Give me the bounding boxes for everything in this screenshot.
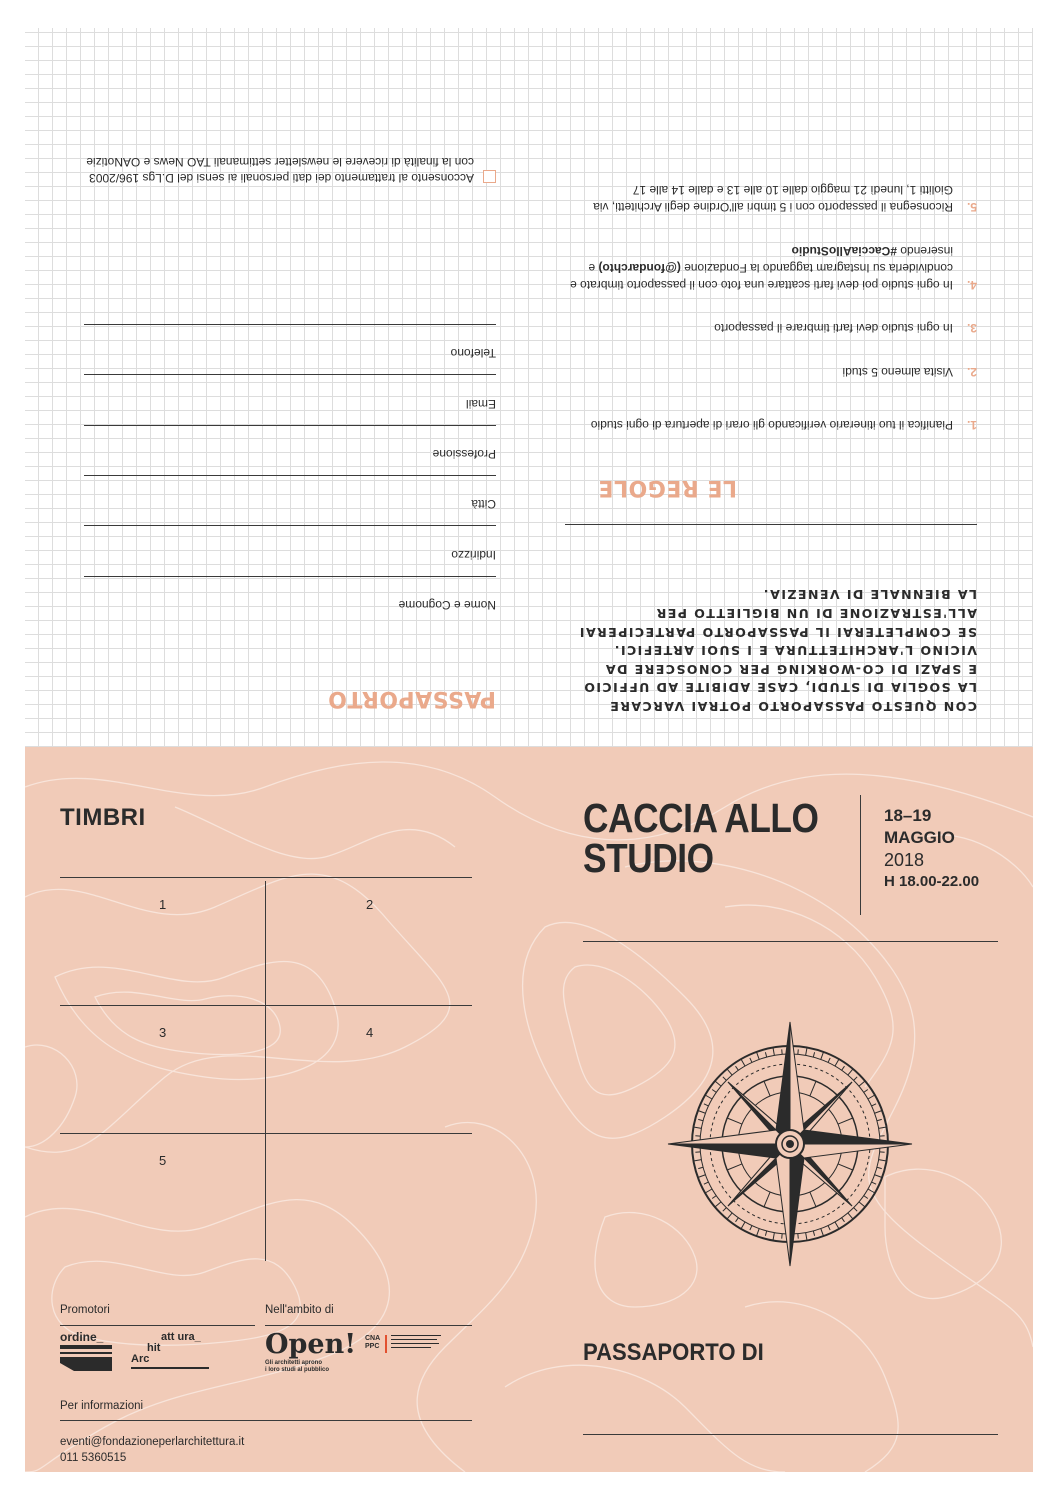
compass-tick [773,1233,774,1241]
compass-tick [854,1077,858,1081]
owner-name-line[interactable] [583,1434,998,1435]
event-dates [884,805,979,893]
compass-tick [875,1110,883,1113]
title-line: STUDIO [583,835,714,881]
compass-tick [848,1069,853,1075]
compass-tick [765,1052,766,1057]
compass-tick [859,1081,865,1086]
compass-tick [877,1119,882,1120]
intro-text [547,585,977,715]
event-title [583,795,819,881]
compass-tick [773,1047,774,1055]
compass-tick [756,1229,759,1237]
divider [60,1420,472,1421]
rule-number: 4. [966,278,977,292]
compass-tick [727,1069,732,1075]
compass-tick [868,1189,875,1193]
divider [265,1325,472,1326]
open-logo [265,1329,356,1374]
stamp-slot-3: 3 [159,1025,167,1040]
logo-rule [131,1367,209,1369]
date-year: 2018 [884,850,925,870]
compass-tick [727,1164,742,1170]
compass-tick [736,1066,739,1070]
compass-tick [712,1196,716,1199]
compass-tick [838,1164,853,1170]
rule-text [558,242,953,293]
logo-text: Open! [265,1329,357,1360]
compass-tick [835,1059,839,1066]
compass-tick [821,1229,824,1237]
logo-text: i loro studi al pubblico [265,1367,329,1373]
logo-text: Gli architetti aprono [265,1360,323,1366]
consent-text: Acconsento al trattamento dei dati personali ai sensi del D.Lgs 196/2003 con la finalità di ricevere le newsletter settimanali TAO News e OANotizie [86,155,474,185]
rule-number: 3. [966,321,977,335]
date-month: MAGGIO [884,828,955,847]
intro-line: LA BIENNALE DI VENEZIA. [762,587,977,603]
stamp-grid-line [60,1005,472,1006]
compass-tick [704,1104,709,1106]
phone-number: 011 5360515 [60,1452,127,1464]
compass-tick [868,1095,875,1099]
logo-text: CNA [365,1335,381,1342]
compass-tick [764,1192,770,1207]
intro-line: ALL'ESTRAZIONE DI UN BIGLIETTO PER [655,606,977,622]
compass-tick [715,1081,721,1086]
personal-data-panel [50,28,496,747]
intro-line: LA SOGLIA DI STUDI, CASE ADIBITE AD UFFICIO [582,680,977,696]
compass-tick [750,1226,752,1231]
compass-tick [810,1192,816,1207]
fondazione-architettura-logo [131,1331,211,1373]
compass-tick [723,1077,727,1081]
compass-tick [835,1222,839,1229]
field-line [84,475,496,476]
rule-text: In ogni studio devi farti timbrare il passaporto [714,321,953,335]
compass-tick [859,1202,865,1207]
name-field[interactable] [84,576,496,626]
stamp-grid-line [60,877,472,878]
compass-tick [741,1059,745,1066]
compass-tick [828,1226,830,1231]
promotori-label: Promotori [60,1304,110,1316]
rules-title: LE REGOLE [598,475,737,500]
city-field[interactable] [84,475,496,525]
stamp-slot-2: 2 [366,897,374,912]
passaporto-di-title: PASSAPORTO DI [583,1339,764,1366]
rules-panel [558,28,1000,747]
passport-sheet [25,28,1033,1472]
email-link[interactable]: eventi@fondazioneperlarchitettura.it [60,1436,245,1448]
rule-number: 1. [966,418,977,432]
compass-tick [764,1081,770,1096]
compass-tick [705,1095,712,1099]
compass-tick [821,1052,824,1060]
compass-tick [842,1218,845,1222]
passport-cover [25,747,1033,1472]
logo-text: PPC [365,1343,380,1350]
compass-tick [727,1213,732,1219]
info-label: Per informazioni [60,1400,144,1412]
stamp-grid-line [265,881,266,1261]
compass-tick [705,1189,712,1193]
rule-text: Riconsegna il passaporto con i 5 timbri all'Ordine degli Architetti, via Giolitti 1, lunedì 21 maggio dalle 10 alle 13 e dalle 14 alle 17 [593,183,953,214]
intro-line: CON QUESTO PASSAPORTO POTRAI VARCARE [608,699,977,714]
intro-line: VICINO L'ARCHITETTURA E I SUOI ARTEFICI. [613,643,977,659]
passport-back [25,28,1033,747]
compass-tick [877,1167,882,1168]
compass-tick [693,1127,701,1128]
field-label: Nome e Cognome [398,598,496,612]
address-field[interactable] [84,525,496,576]
compass-tick [727,1118,742,1124]
ambito-label: Nell'ambito di [265,1304,334,1316]
field-line [84,576,496,577]
compass-tick [723,1208,727,1212]
rule-text: Visita almeno 5 studi [842,365,953,379]
hashtag: #CacciaAlloStudio [791,244,897,258]
compass-tick [698,1110,706,1113]
divider [583,941,998,942]
compass-tick [704,1182,709,1184]
field-line [84,324,496,325]
passaporto-title: PASSAPORTO [327,686,496,711]
compass-tick [765,1231,766,1236]
rule-number: 2. [966,365,977,379]
cnappc-logo [365,1335,380,1351]
field-line [84,525,496,526]
intro-line: E SPAZI DI CO-WORKING PER CONOSCERE DA [604,661,977,677]
compass-tick [848,1213,853,1219]
compass-tick [693,1160,701,1161]
compass-tick [838,1118,853,1124]
email-field[interactable] [84,374,496,425]
compass-tick [879,1160,887,1161]
stamp-grid-line [60,1133,472,1134]
compass-tick [698,1167,703,1168]
contact-info [60,1434,244,1466]
compass-tick [736,1218,739,1222]
event-time: H 18.00-22.00 [884,873,980,890]
logo-rule [391,1339,437,1340]
compass-tick [741,1222,745,1229]
logo-text: Arc [131,1353,150,1365]
field-label: Indirizzo [451,548,496,562]
compass-tick [813,1231,814,1236]
compass-tick [864,1196,868,1199]
compass-tick [854,1208,858,1212]
compass-tick [875,1175,883,1178]
compass-tick [813,1052,814,1057]
compass-tick [864,1090,868,1093]
instagram-handle: (@fondarchto) [598,261,681,275]
logo-text: hit [147,1342,161,1354]
title-line: CACCIA ALLO [583,795,819,841]
field-label: Telefono [450,346,496,360]
rule-number: 5. [966,200,977,214]
compass-tick [842,1066,845,1070]
compass-tick [715,1202,721,1207]
compass-tick [750,1058,752,1063]
field-label: Professione [432,447,496,461]
stamp-slot-1: 1 [159,897,167,912]
compass-tick [879,1127,887,1128]
logo-rule [391,1335,441,1336]
field-label: Email [465,397,496,411]
rule-text: Pianifica il tuo itinerario verificando gli orari di apertura di ogni studio [590,418,953,432]
compass-tick [698,1175,706,1178]
date-days: 18–19 [884,806,932,825]
profession-field[interactable] [84,425,496,475]
logo-rule [391,1347,431,1348]
intro-line: SE COMPLETERAI IL PASSAPORTO PARTECIPERAI [578,624,977,640]
compass-tick [872,1104,877,1106]
field-label: Città [471,497,496,511]
logo-text: ordine_ [60,1330,104,1344]
logo-bar [385,1335,387,1353]
stamp-slot-4: 4 [366,1025,374,1040]
compass-tick [698,1119,703,1120]
rule-text-part: e inserendo [588,244,953,275]
compass-tick [806,1233,807,1241]
divider [60,1325,255,1326]
logo-text: att ura_ [161,1331,201,1343]
phone-field[interactable] [84,324,496,374]
compass-tick [806,1047,807,1055]
field-line [84,374,496,375]
rule-text-part: In ogni studio poi devi farti scattare una foto con il passaporto timbrato e condividerla su Instagram taggando la Fondazione [570,261,953,292]
compass-tick [712,1090,716,1093]
timbri-title: TIMBRI [60,804,146,831]
ordine-architetti-logo [60,1331,120,1371]
divider [565,524,977,525]
stamp-slot-5: 5 [159,1153,167,1168]
field-line [84,425,496,426]
compass-tick [810,1081,816,1096]
compass-rose-icon [665,1019,915,1269]
compass-tick [756,1052,759,1060]
title-separator [860,795,861,915]
compass-tick [828,1058,830,1063]
compass-tick [872,1182,877,1184]
logo-rule [391,1343,439,1344]
consent-checkbox[interactable] [483,170,496,183]
ordine-logo-graphic [60,1345,112,1371]
